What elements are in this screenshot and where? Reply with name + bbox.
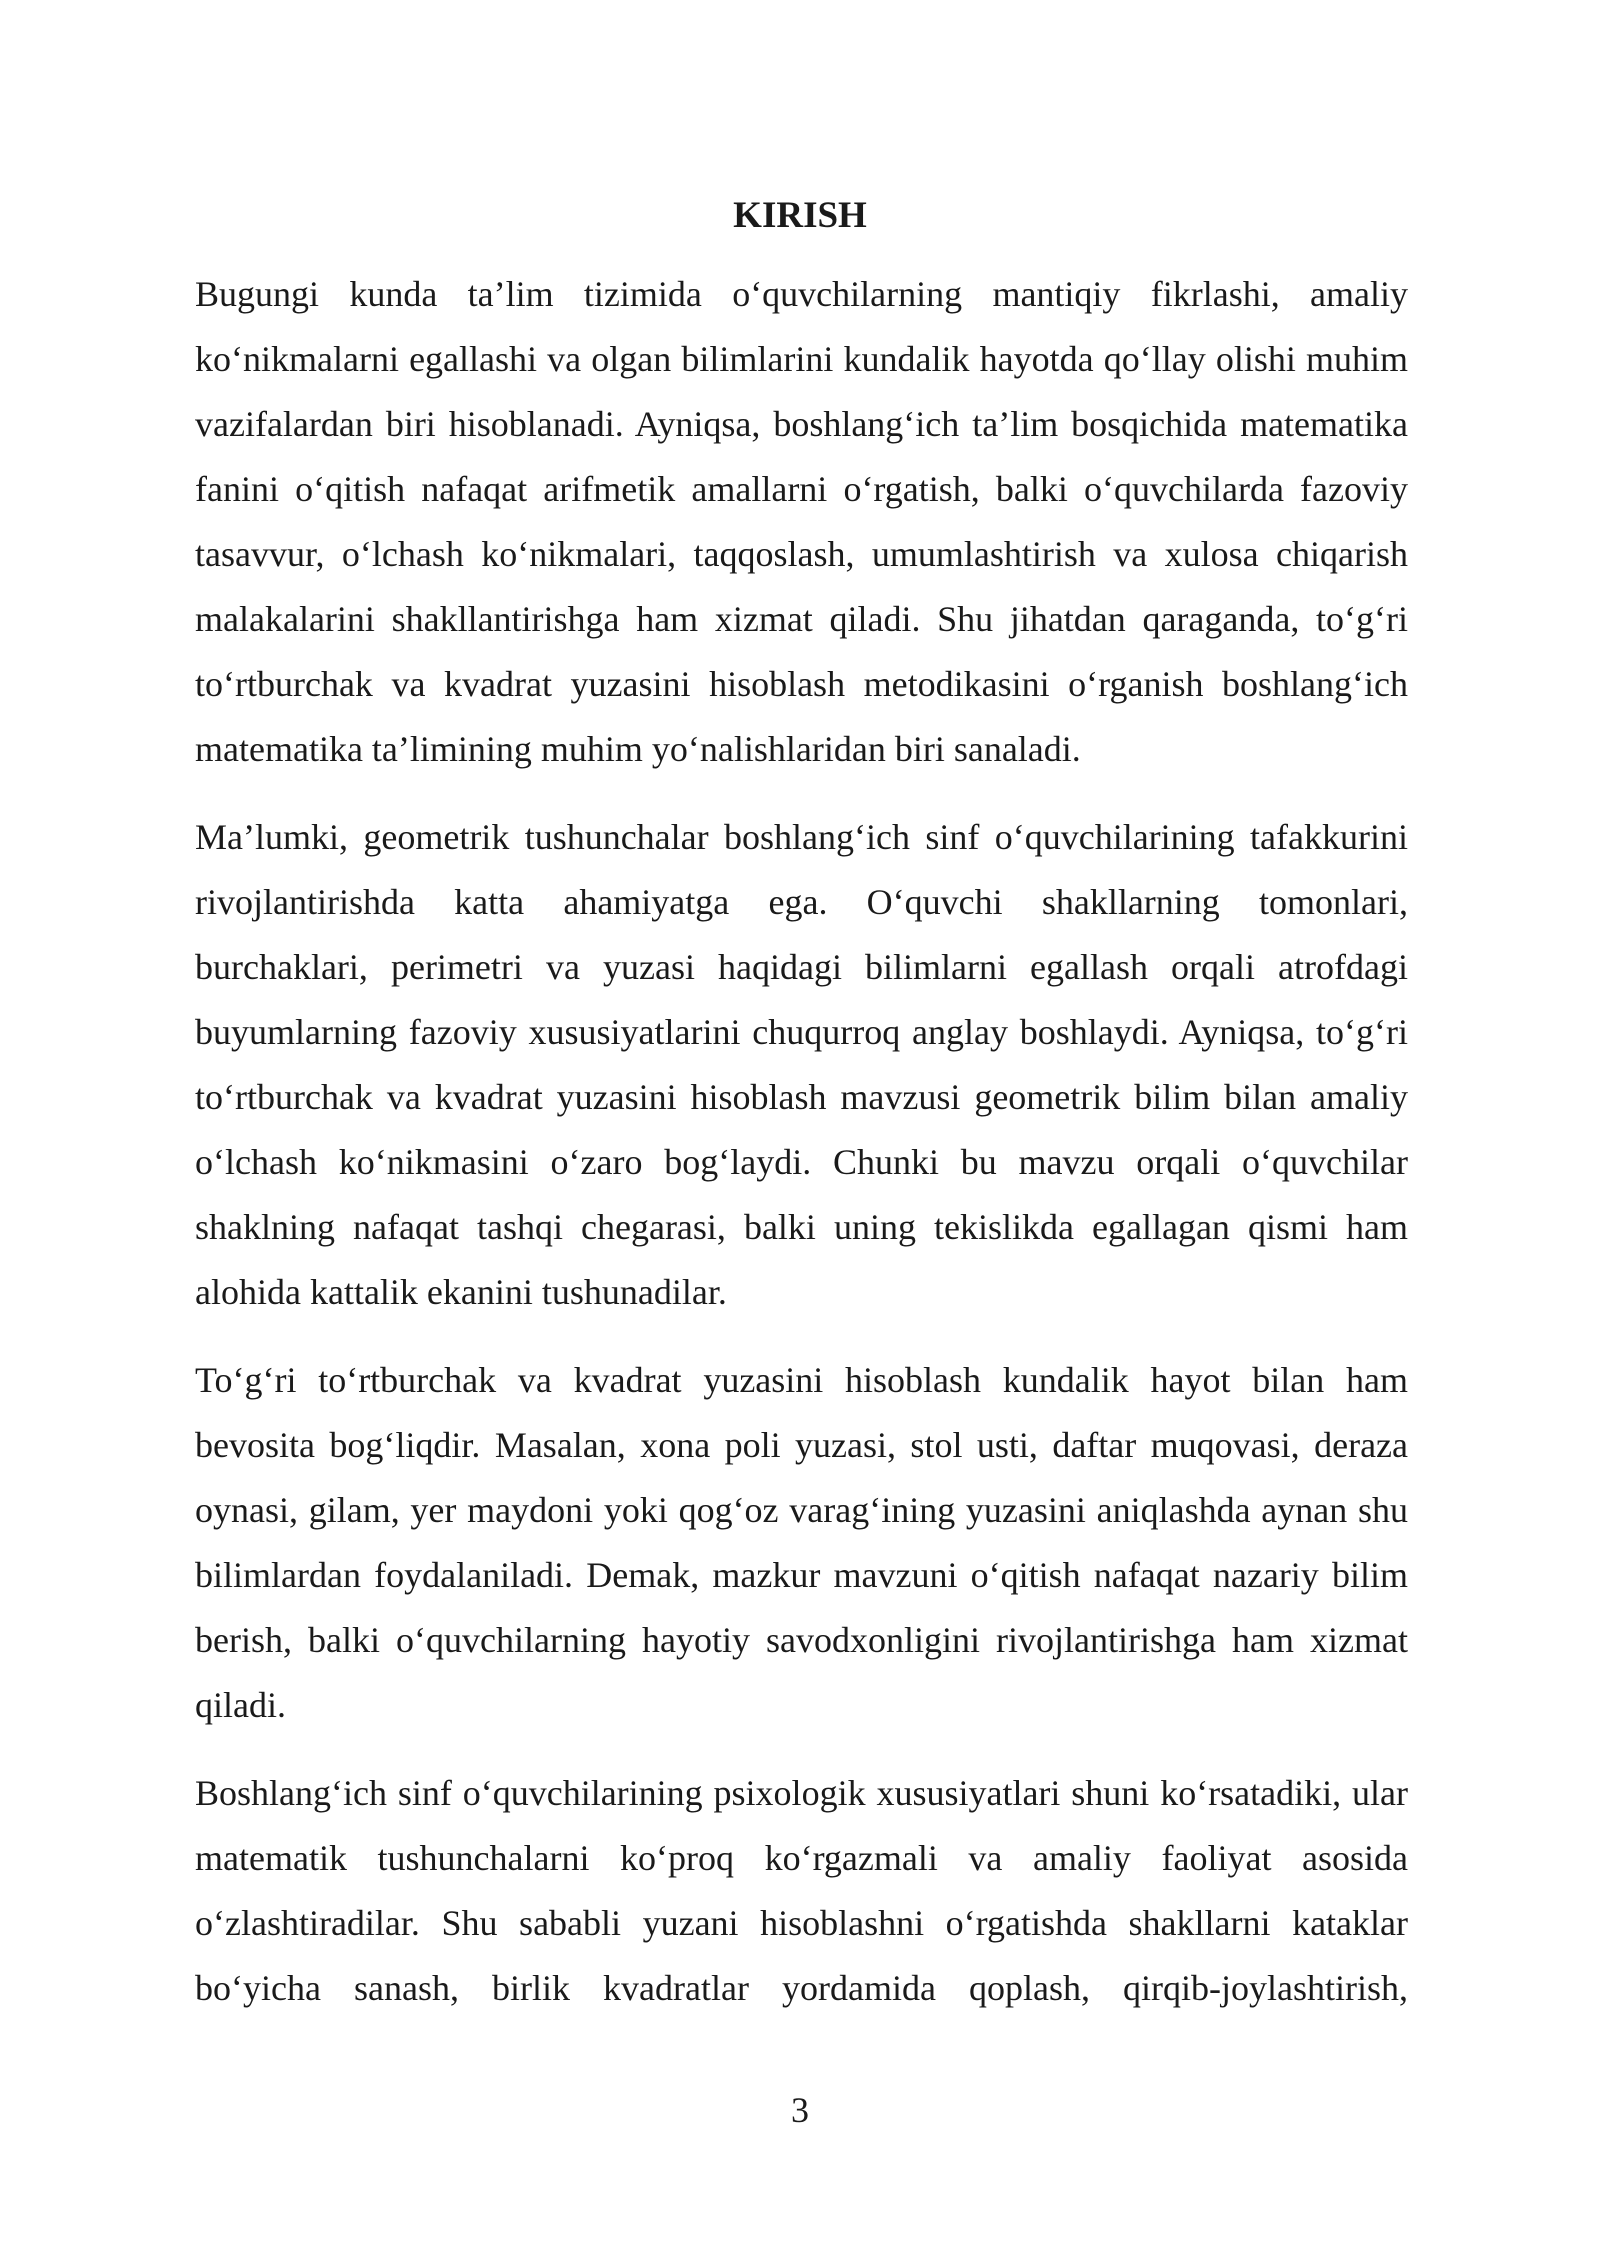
paragraph-1: Bugungi kunda ta’lim tizimida o‘quvchilarning mantiqiy fikrlashi, amaliy ko‘nikmalarni egallashi va olgan bilimlarini kundalik hayotda qo‘llay olishi muhim vazifalardan biri hisoblanadi. Ayniqsa, boshlang‘ich ta’lim bosqichida matematika fanini o‘qitish nafaqat arifmetik amallarni o‘rgatish, balki o‘quvchilarda fazoviy tasavvur, o‘lchash ko‘nikmalari, taqqoslash, umumlashtirish va xulosa chiqarish malakalarini shakllantirishga ham xizmat qiladi. Shu jihatdan qaraganda, to‘g‘ri to‘rtburchak va kvadrat yuzasini hisoblash metodikasini o‘rganish boshlang‘ich matematika ta’limining muhim yo‘nalishlaridan biri sanaladi. [195, 274, 1408, 769]
paragraph-3: To‘g‘ri to‘rtburchak va kvadrat yuzasini hisoblash kundalik hayot bilan ham bevosita bog‘liqdir. Masalan, xona poli yuzasi, stol usti, daftar muqovasi, deraza oynasi, gilam, yer maydoni yoki qog‘oz varag‘ining yuzasini aniqlashda aynan shu bilimlardan foydalaniladi. Demak, mazkur mavzuni o‘qitish nafaqat nazariy bilim berish, balki o‘quvchilarning hayotiy savodxonligini rivojlantirishga ham xizmat qiladi. [195, 1360, 1408, 1725]
page-number: 3 [791, 2090, 809, 2130]
body-text [195, 262, 1408, 2044]
paragraph-4: Boshlang‘ich sinf o‘quvchilarining psixologik xususiyatlari shuni ko‘rsatadiki, ular matematik tushunchalarni ko‘proq ko‘rgazmali va amaliy faoliyat asosida o‘zlashtiradilar. Shu sababli yuzani hisoblashni o‘rgatishda shakllarni kataklar bo‘yicha sanash, birlik kvadratlar yordamida qoplash, qirqib-joylashtirish, [195, 1773, 1408, 2008]
section-heading: KIRISH [733, 195, 867, 236]
paragraph-2: Ma’lumki, geometrik tushunchalar boshlang‘ich sinf o‘quvchilarining tafakkurini rivojlantirishda katta ahamiyatga ega. O‘quvchi shakllarning tomonlari, burchaklari, perimetri va yuzasi haqidagi bilimlarni egallash orqali atrofdagi buyumlarning fazoviy xususiyatlarini chuqurroq anglay boshlaydi. Ayniqsa, to‘g‘ri to‘rtburchak va kvadrat yuzasini hisoblash mavzusi geometrik bilim bilan amaliy o‘lchash ko‘nikmasini o‘zaro bog‘laydi. Chunki bu mavzu orqali o‘quvchilar shaklning nafaqat tashqi chegarasi, balki uning tekislikda egallagan qismi ham alohida kattalik ekanini tushunadilar. [195, 817, 1408, 1312]
